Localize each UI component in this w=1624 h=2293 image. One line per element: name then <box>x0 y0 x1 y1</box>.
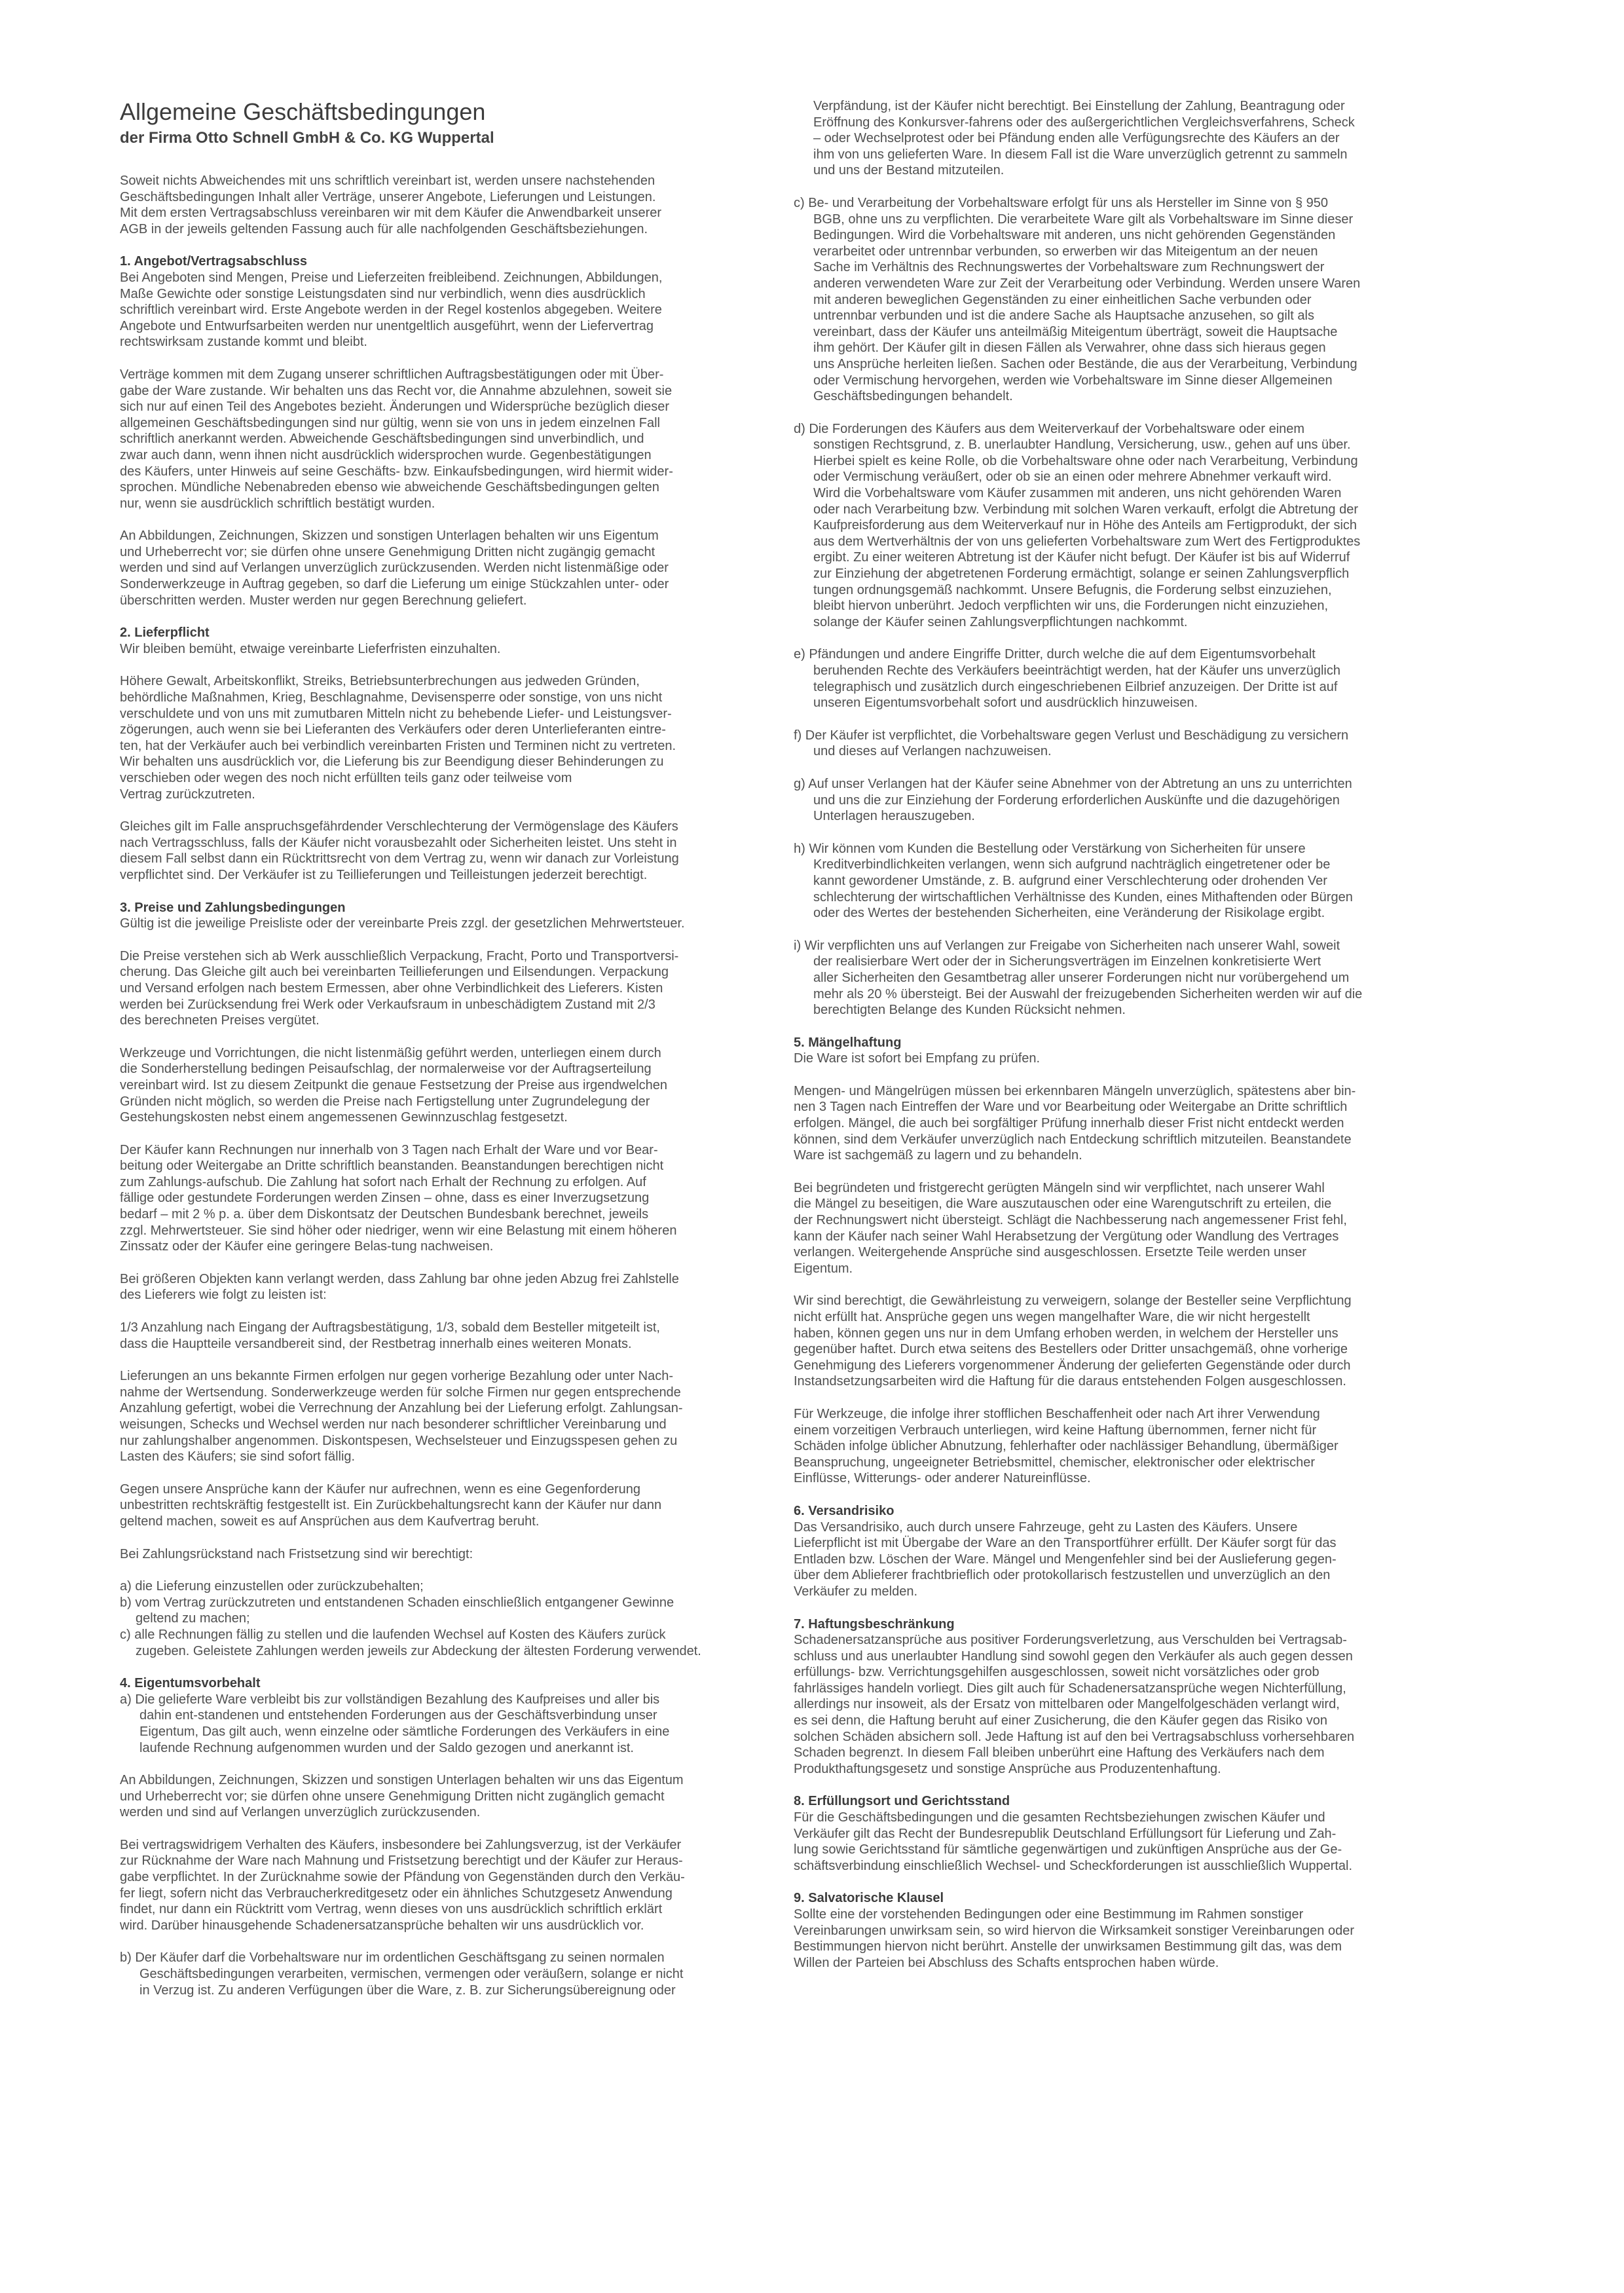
clause-e: e) Pfändungen und andere Eingriffe Dritter, durch welche die auf dem Eigentumsvorbehalt beruhenden Rechte des Verkäufers beeinträchtigt werden, hat der Käufer uns unverzüglich telegraphisch und zusätzlich durch eingeschriebenen Eilbrief anzuzeigen. Der Dritte ist auf unseren Eigentumsvorbehalt sofort und ausdrücklich hinzuweisen. <box>794 647 1340 711</box>
clause-i: i) Wir verpflichten uns auf Verlangen zur Freigabe von Sicherheiten nach unserer Wahl, soweit der realisierbare Wert oder der in Sicherungsverträgen im Einzelnen konkretisierte Wert aller Sicherheiten den Gesamtbetrag aller unserer Forderungen nicht nur vorübergehend um mehr als 20 % übersteigt. Bei der Auswahl der freizugebenden Sicherheiten werden wir auf die berechtigten Belange des Kunden Rücksicht nehmen. <box>794 938 1363 1018</box>
zahlungsrueckstand-list <box>120 1578 817 1659</box>
clause-d: d) Die Forderungen des Käufers aus dem Weiterverkauf der Vorbehaltsware oder einem sonstigen Rechtsgrund, z. B. unerlaubter Handlung, Versicherung, usw., gehen auf uns über. Hierbei spielt es keine Rolle, ob die Vorbehaltsware ohne oder nach Verarbeitung, Verbindung oder Vermischung veräußert, oder ob sie an einen oder mehrere Abnehmer verkauft wird. Wird die Vorbehaltsware vom Käufer zusammen mit anderen, uns nicht gehörenden Waren oder nach Verarbeitung bzw. Verbindung mit solchen Waren verkauft, erfolgt die Abtretung der Kaufpreisforderung aus dem Weiterverkauf nur in Höhe des Anteils am Fertigprodukt, der sich aus dem Wertverhältnis der von uns gelieferten Vorbehaltsware zum Wert des Fertigproduktes ergibt. Zu einer weiteren Abtretung ist der Käufer nicht befugt. Der Käufer ist bis auf Widerruf zur Einziehung der abgetretenen Forderung ermächtigt, solange er seinen Zahlungsverpflich tungen ordnungsgemäß nachkommt. Unsere Befugnis, die Forderung selbst einzuziehen, bleibt hiervon unberührt. Jedoch verpflichten wir uns, die Forderungen nicht einzuziehen, solange der Käufer seinen Zahlungsverpflichtungen nachkommt. <box>794 421 1361 629</box>
list-item: b) vom Vertrag zurückzutreten und entstandenen Schaden einschließlich entgangener Gewinne geltend zu machen; <box>120 1595 674 1626</box>
section-paragraph: Sollte eine der vorstehenden Bedingungen oder eine Bestimmung im Rahmen sonstiger Vereinbarungen unwirksam sein, so wird hiervon die Wirksamkeit sonstiger Vereinbarungen oder Bestimmungen hiervon nicht berührt. Anstelle der unwirksamen Bestimmung gilt das, was dem Willen der Parteien bei Abschluss des Schafts entsprochen haben würde. <box>794 1907 1354 1970</box>
section-paragraph: Für Werkzeuge, die infolge ihrer stofflichen Beschaffenheit oder nach Art ihrer Verwendung einem vorzeitigen Verbrauch unterliegen, wird keine Haftung übernommen, ferner nicht für Schäden infolge üblicher Abnutzung, fehlerhafter oder nachlässiger Behandlung, übermäßiger Beanspruchung, ungeeigneter Betriebsmittel, chemischer, elektronischer oder elektrischer Einflüsse, Witterungs- oder anderer Natureinflüsse. <box>794 1406 1338 1486</box>
section-preise <box>120 900 817 1660</box>
section-paragraph: Wir bleiben bemüht, etwaige vereinbarte Lieferfristen einzuhalten. <box>120 641 501 656</box>
list-item: a) die Lieferung einzustellen oder zurückzubehalten; <box>120 1579 424 1594</box>
clause-f: f) Der Käufer ist verpflichtet, die Vorbehaltsware gegen Verlust und Beschädigung zu versichern und dieses auf Verlangen nachzuweisen. <box>794 728 1349 759</box>
section-paragraph: Bei Angeboten sind Mengen, Preise und Lieferzeiten freibleibend. Zeichnungen, Abbildungen, Maße Gewichte oder sonstige Leistungsdaten sind nur verbindlich, wenn dies ausdrücklich schriftlich vereinbart wird. Erste Angebote werden in der Regel kostenlos abgegeben. Weitere Angebote und Entwurfsarbeiten werden nur unentgeltlich ausgeführt, wenn der Liefervertrag rechtswirksam zustande kommt und bleibt. <box>120 270 663 350</box>
section-salvatorische-klausel <box>794 1890 1501 1971</box>
section-paragraph: Die Preise verstehen sich ab Werk ausschließlich Verpackung, Fracht, Porto und Transportversi- cherung. Das Gleiche gilt auch bei vereinbarten Teillieferungen und Eilsendungen. Verpackung und Versand erfolgen nach bestem Ermessen, aber ohne Verbindlichkeit des Lieferers. Kisten werden bei Zurücksendung frei Werk oder Verkaufsraum in unbeschädigtem Zustand mit 2/3 des berechneten Preises vergütet. <box>120 948 679 1028</box>
section-paragraph: Gegen unsere Ansprüche kann der Käufer nur aufrechnen, wenn es eine Gegenforderung unbestritten rechtskräftig festgestellt ist. Ein Zurückbehaltungsrecht kann der Käufer nur dann geltend machen, soweit es auf Ansprüchen aus dem Kaufvertrag beruht. <box>120 1482 662 1529</box>
section-heading: 1. Angebot/Vertragsabschluss <box>120 254 308 269</box>
section-paragraph: Bei Zahlungsrückstand nach Fristsetzung sind wir berechtigt: <box>120 1546 473 1561</box>
section-heading: 9. Salvatorische Klausel <box>794 1891 944 1906</box>
section-paragraph: 1/3 Anzahlung nach Eingang der Auftragsbestätigung, 1/3, sobald dem Besteller mitgeteilt ist, dass die Hauptteile versandbereit sind, der Restbetrag innerhalb eines weiteren Monats. <box>120 1320 660 1351</box>
section-heading: 7. Haftungsbeschränkung <box>794 1616 955 1631</box>
right-column <box>794 98 1501 1987</box>
clause-c: c) Be- und Verarbeitung der Vorbehaltsware erfolgt für uns als Hersteller im Sinne von § 950 BGB, ohne uns zu verpflichten. Die verarbeitete Ware gilt als Vorbehaltsware im Sinne dieser Bedingungen. Wird die Vorbehaltsware mit anderen, uns nicht gehörenden Gegenständen verarbeitet oder untrennbar verbunden, so erwerben wir das Miteigentum an der neuen Sache im Verhältnis des Rechnungswertes der Vorbehaltsware zum Rechnungswert der anderen verwendeten Ware zur Zeit der Verarbeitung oder Verbindung. Werden unsere Waren mit anderen beweglichen Gegenständen zu einer einheitlichen Sache verbunden oder untrennbar verbunden und ist die andere Sache als Hauptsache anzusehen, so gilt als vereinbart, dass der Käufer uns anteilmäßig Miteigentum überträgt, soweit die Hauptsache ihm gehört. Der Käufer gilt in diesen Fällen als Verwahrer, ohne dass sich hieraus gegen uns Ansprüche herleiten ließen. Sachen oder Bestände, die aus der Verarbeitung, Verbindung oder Vermischung hervorgehen, werden wie Vorbehaltsware im Sinne dieser Allgemeinen Geschäftsbedingungen behandelt. <box>794 195 1361 404</box>
clause-b: b) Der Käufer darf die Vorbehaltsware nur im ordentlichen Geschäftsgang zu seinen normalen Geschäftsbedingungen verarbeiten, vermischen, vermengen oder veräußern, solange er nicht in Verzug ist. Zu anderen Verfügungen über die Ware, z. B. zur Sicherungsübereignung oder <box>120 1950 684 1998</box>
section-paragraph: Bei begründeten und fristgerecht gerügten Mängeln sind wir verpflichtet, nach unserer Wahl die Mängel zu beseitigen, die Ware auszutauschen oder eine Warengutschrift zu erteilen, die der Rechnungswert nicht übersteigt. Schlägt die Nachbesserung nach angemessener Frist fehl, kann der Käufer nach seiner Wahl Herabsetzung der Vergütung oder Wandlung des Vertrages verlangen. Weitergehende Ansprüche sind ausgeschlossen. Ersetzte Teile werden unser Eigentum. <box>794 1180 1347 1276</box>
section-haftungsbeschraenkung <box>794 1616 1501 1778</box>
clause-g: g) Auf unser Verlangen hat der Käufer seine Abnehmer von der Abtretung an uns zu unterrichten und uns die zur Einziehung der Forderung erforderlichen Auskünfte und die dazugehörigen Unterlagen herauszugeben. <box>794 776 1352 824</box>
section-heading: 4. Eigentumsvorbehalt <box>120 1676 261 1691</box>
section-paragraph: Werkzeuge und Vorrichtungen, die nicht listenmäßig geführt werden, unterliegen einem durch die Sonderherstellung bedingen Peisaufschlag, der normalerweise vor der Auftragserteilung vereinbart wird. Ist zu diesem Zeitpunkt die genaue Festsetzung der Preise aus irgendwelchen Gründen nicht möglich, so werden die Preise nach Fertigstellung unter Zugrundelegung der Gestehungskosten nebst einem angemessenen Gewinnzuschlag festgesetzt. <box>120 1045 668 1125</box>
section-heading: 3. Preise und Zahlungsbedingungen <box>120 900 346 915</box>
section-heading: 2. Lieferpflicht <box>120 625 210 641</box>
section-paragraph: An Abbildungen, Zeichnungen, Skizzen und sonstigen Unterlagen behalten wir uns das Eigentum und Urheberrecht vor; sie dürfen ohne unsere Genehmigung Dritten nicht zugänglich gemacht werden und sind auf Verlangen unverzüglich zurückzusenden. <box>120 1773 684 1820</box>
section-paragraph: Das Versandrisiko, auch durch unsere Fahrzeuge, geht zu Lasten des Käufers. Unsere Lieferpflicht ist mit Übergabe der Ware an den Transportführer erfüllt. Der Käufer sorgt für das Entladen bzw. Löschen der Ware. Mängel und Mengenfehler sind bei der Auslieferung gegen- über dem Ablieferer frachtbrieflich oder protokollarisch festzustellen und unverzüglich an den Verkäufer zu melden. <box>794 1519 1337 1599</box>
clause-h: h) Wir können vom Kunden die Bestellung oder Verstärkung von Sicherheiten für unsere Kreditverbindlichkeiten verlangen, wenn sich aufgrund nachträglich eingetretener oder be kannt gewordener Umstände, z. B. aufgrund einer Verschlechterung oder drohenden Ver schlechterung der wirtschaftlichen Verhältnisse des Kunden, eines Mithaftenden oder Bürgen oder des Wertes der bestehenden Sicherheiten, eine Veränderung der Risikolage ergibt. <box>794 841 1353 921</box>
section-paragraph: Verträge kommen mit dem Zugang unserer schriftlichen Auftragsbestätigungen oder mit Über- gabe der Ware zustande. Wir behalten uns das Recht vor, die Annahme abzulehnen, soweit sie sich nur auf einen Teil des Angebotes bezieht. Änderungen und Widersprüche bezüglich dieser allgemeinen Geschäftsbedingungen sind nur gültig, wenn sie von uns in jedem einzelnen Fall schriftlich anerkannt werden. Abweichende Geschäftsbedingungen sind unverbindlich, und zwar auch dann, wenn ihnen nicht ausdrücklich widersprochen wurde. Gegenbestätigungen des Käufers, unter Hinweis auf seine Geschäfts- bzw. Einkaufsbedingungen, wird hiermit wider- sprochen. Mündliche Nebenabreden ebenso wie abweichende Geschäftsbedingungen gelten nur, wenn sie ausdrücklich schriftlich bestätigt wurden. <box>120 367 673 511</box>
section-paragraph: Für die Geschäftsbedingungen und die gesamten Rechtsbeziehungen zwischen Käufer und Verkäufer gilt das Recht der Bundesrepublik Deutschland Erfüllungsort für Lieferung und Zah- lung sowie Gerichtsstand für sämtliche gegenwärtigen und zukünftigen Ansprüche aus der Ge- schäftsverbindung einschließlich Wechsel- und Scheckforderungen ist ausschließlich Wuppertal. <box>794 1810 1353 1873</box>
section-paragraph: An Abbildungen, Zeichnungen, Skizzen und sonstigen Unterlagen behalten wir uns Eigentum und Urheberrecht vor; sie dürfen ohne unsere Genehmigung Dritten nicht zugängig gemacht werden und sind auf Verlangen unverzüglich zurückzusenden. Werden nicht listenmäßige oder Sonderwerkzeuge in Auftrag gegeben, so darf die Lieferung um einige Stückzahlen unter- oder überschritten werden. Muster werden nur gegen Berechnung geliefert. <box>120 529 669 608</box>
section-paragraph: Mengen- und Mängelrügen müssen bei erkennbaren Mängeln unverzüglich, spätestens aber bin- nen 3 Tagen nach Eintreffen der Ware und vor Bearbeitung oder Weitergabe an Dritte schriftlich erfolgen. Mängel, die auch bei sorgfältiger Prüfung innerhalb dieser Frist nicht entdeckt werden können, sind dem Verkäufer unverzüglich nach Entdeckung schriftlich mitzuteilen. Beanstandete Ware ist sachgemäß zu lagern und zu behandeln. <box>794 1083 1356 1163</box>
section-versandrisiko <box>794 1503 1501 1600</box>
left-column <box>120 98 817 2015</box>
section-paragraph: Schadenersatzansprüche aus positiver Forderungsverletzung, aus Verschulden bei Vertragsab- schluss und aus unerlaubter Handlung sind sowohl gegen den Verkäufer als auch gegen dessen erfüllungs- bzw. Verrichtungsgehilfen ausgeschlossen, soweit nicht vorsätzliches oder grob fahrlässiges handeln vorliegt. Dies gilt auch für Schadenersatzansprüche wegen Nichterfüllung, allerdings nur insoweit, als der Ersatz von mittelbaren oder Mangelfolgeschäden verlangt wird, es sei denn, die Haftung beruht auf einer Zusicherung, die den Käufer gegen das Risiko von solchen Schäden absichern soll. Jede Haftung ist auf den bei Vertragsabschluss vorhersehbaren Schaden begrenzt. In diesem Fall bleiben unberührt eine Haftung des Verkäufers nach dem Produkthaftungsgesetz und sonstige Ansprüche aus Produzentenhaftung. <box>794 1633 1355 1776</box>
section-heading: 6. Versandrisiko <box>794 1503 895 1518</box>
section-paragraph: Wir sind berechtigt, die Gewährleistung zu verweigern, solange der Besteller seine Verpflichtung nicht erfüllt hat. Ansprüche gegen uns wegen mangelhafter Ware, die wir nicht hergestellt haben, können gegen uns nur in dem Umfang erhoben werden, in welchem der Hersteller uns gegenüber haftet. Durch etwa seitens des Bestellers oder Dritter unsachgemäß, ohne vorherige Genehmigung des Lieferers vorgenommener Änderung der gelieferten Gegenstände oder durch Instandsetzungsarbeiten wird die Haftung für die daraus entstehenden Folgen ausgeschlossen. <box>794 1294 1352 1389</box>
page-subtitle: der Firma Otto Schnell GmbH & Co. KG Wuppertal <box>120 129 494 147</box>
section-paragraph: Die Ware ist sofort bei Empfang zu prüfen. <box>794 1051 1041 1066</box>
section-maengelhaftung <box>794 1035 1501 1487</box>
section-paragraph: Der Käufer kann Rechnungen nur innerhalb von 3 Tagen nach Erhalt der Ware und vor Bear- beitung oder Weitergabe an Dritte schriftlich beanstanden. Beanstandungen berechtigen nicht zum Zahlungs-aufschub. Die Zahlung hat sofort nach Erhalt der Rechnung zu erfolgen. Auf fällige oder gestundete Forderungen werden Zinsen – ohne, dass es einer Inverzugsetzung bedarf – mit 2 % p. a. über dem Diskontsatz der Deutschen Bundesbank berechnet, jeweils zzgl. Mehrwertsteuer. Sie sind höher oder niedriger, wenn wir eine Belastung mit einem höheren Zinssatz oder der Käufer eine geringere Belas-tung nachweisen. <box>120 1142 677 1254</box>
section-eigentumsvorbehalt <box>120 1675 817 1998</box>
section-paragraph: Höhere Gewalt, Arbeitskonflikt, Streiks, Betriebsunterbrechungen aus jedweden Gründen, behördliche Maßnahmen, Krieg, Beschlagnahme, Devisensperre oder sonstige, von uns nicht verschuldete und von uns mit zumutbaren Mitteln nicht zu behebende Liefer- und Leistungsver- zögerungen, auch wenn sie bei Lieferanten des Verkäufers oder deren Unterlieferanten eintre- ten, hat der Verkäufer auch bei verbindlich vereinbarten Fristen und Terminen nicht zu vertreten. Wir behalten uns ausdrücklich vor, die Lieferung bis zur Beendigung dieser Behinderungen zu verschieben oder wegen des noch nicht erfüllten teils ganz oder teilweise vom Vertrag zurückzutreten. <box>120 674 676 802</box>
section-angebot <box>120 253 817 608</box>
section-lieferpflicht <box>120 625 817 883</box>
section-erfuellungsort <box>794 1793 1501 1874</box>
section-paragraph: Bei größeren Objekten kann verlangt werden, dass Zahlung bar ohne jeden Abzug frei Zahlstelle des Lieferers wie folgt zu leisten ist: <box>120 1271 679 1303</box>
section-paragraph: Gültig ist die jeweilige Preisliste oder der vereinbarte Preis zzgl. der gesetzlichen Mehrwertsteuer. <box>120 916 685 931</box>
section-paragraph: Lieferungen an uns bekannte Firmen erfolgen nur gegen vorherige Bezahlung oder unter Nach- nahme der Wertsendung. Sonderwerkzeuge werden für solche Firmen nur gegen entsprechende Anzahlung gefertigt, wobei die Verrechnung der Anzahlung bei der Lieferung erfolgt. Zahlungsan- weisungen, Schecks und Wechsel werden nur nach besonderer schriftlicher Vereinbarung und nur zahlungshalber angenommen. Diskontspesen, Wechselsteuer und Einzugsspesen gehen zu Lasten des Käufers; sie sind sofort fällig. <box>120 1369 683 1464</box>
list-item: c) alle Rechnungen fällig zu stellen und die laufenden Wechsel auf Kosten des Käufers zurück zugeben. Geleistete Zahlungen werden jeweils zur Abdeckung der ältesten Forderung verwendet. <box>120 1627 701 1658</box>
clause-b-continued: Verpfändung, ist der Käufer nicht berechtigt. Bei Einstellung der Zahlung, Beantragung oder Eröffnung des Konkursver-fahrens oder des außergerichtlichen Vergleichsverfahrens, Scheck – oder Wechselprotest oder bei Pfändung enden alle Verfügungsrechte des Käufers an der ihm von uns gelieferten Ware. In diesem Fall ist die Ware unverzüglich getrennt zu sammeln und uns der Bestand mitzuteilen. <box>813 99 1355 178</box>
intro-paragraph: Soweit nichts Abweichendes mit uns schriftlich vereinbart ist, werden unsere nachstehenden Geschäftsbedingungen Inhalt aller Verträge, unserer Angebote, Lieferungen und Leistungen. Mit dem ersten Vertragsabschluss vereinbaren wir mit dem Käufer die Anwendbarkeit unserer AGB in der jeweils geltenden Fassung auch für alle nachfolgenden Geschäftsbeziehungen. <box>120 174 662 236</box>
section-paragraph: Bei vertragswidrigem Verhalten des Käufers, insbesondere bei Zahlungsverzug, ist der Verkäufer zur Rücknahme der Ware nach Mahnung und Fristsetzung berechtigt und der Käufer zur Heraus- gabe verpflichtet. In der Zurücknahme sowie der Pfändung von Gegenständen durch den Verkäu- fer liegt, sofern nicht das Verbraucherkreditgesetz oder ein ähnliches Schutzgesetz Anwendung findet, nur dann ein Rücktritt vom Vertrag, wenn dieses von uns ausdrücklich schriftlich erklärt wird. Darüber hinausgehende Schadenersatzansprüche behalten wir uns ausdrücklich vor. <box>120 1837 685 1933</box>
page-title: Allgemeine Geschäftsbedingungen <box>120 98 486 125</box>
section-heading: 8. Erfüllungsort und Gerichtsstand <box>794 1794 1010 1809</box>
section-heading: 5. Mängelhaftung <box>794 1035 902 1050</box>
section-paragraph: Gleiches gilt im Falle anspruchsgefährdender Verschlechterung der Vermögenslage des Käufers nach Vertragsschluss, falls der Käufer nicht vorausbezahlt oder Sicherheiten leistet. Uns steht in diesem Fall selbst dann ein Rücktrittsrecht von dem Vertrag zu, wenn wir danach zur Vorleistung verpflichtet sind. Der Verkäufer ist zu Teillieferungen und Teilleistungen jederzeit berechtigt. <box>120 819 679 882</box>
clause-a: a) Die gelieferte Ware verbleibt bis zur vollständigen Bezahlung des Kaufpreises und aller bis dahin ent-standenen und entstehenden Forderungen aus der Geschäftsverbindung unser Eigentum, Das gilt auch, wenn einzelne oder sämtliche Forderungen des Verkäufers in eine laufende Rechnung aufgenommen wurden und der Saldo gezogen und anerkannt ist. <box>120 1692 670 1755</box>
